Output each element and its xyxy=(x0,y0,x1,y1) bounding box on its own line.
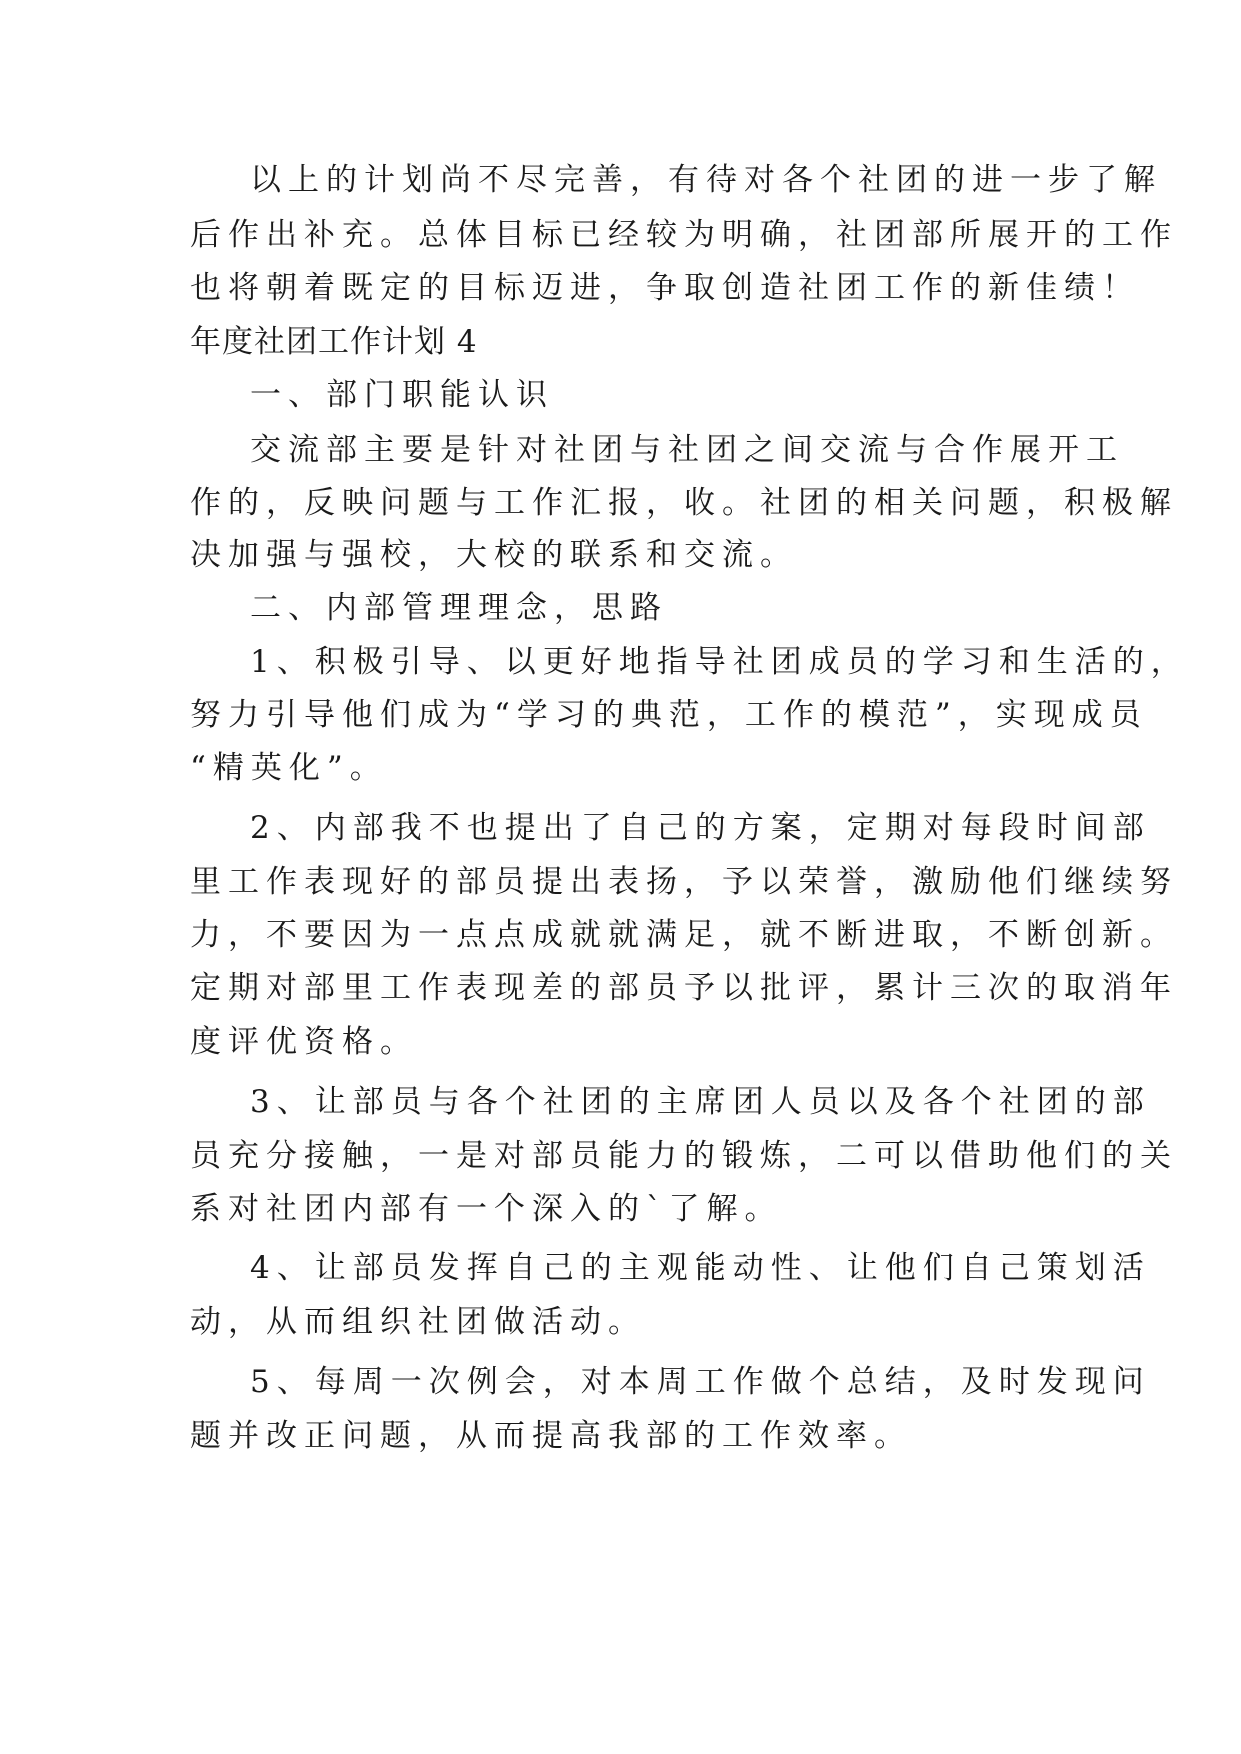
list-item-line: 里工作表现好的部员提出表扬，予以荣誉，激励他们继续努 xyxy=(190,864,1178,900)
list-item-line: 度评优资格。 xyxy=(190,1024,418,1060)
paragraph-line: 决加强与强校，大校的联系和交流。 xyxy=(190,537,798,573)
list-item-line: 题并改正问题，从而提高我部的工作效率。 xyxy=(190,1418,912,1454)
list-item-line: 5、每周一次例会，对本周工作做个总结，及时发现问 xyxy=(250,1364,1151,1400)
paragraph-line: 作的，反映问题与工作汇报，收。社团的相关问题，积极解 xyxy=(190,485,1178,521)
list-item-line: 努力引导他们成为“学习的典范，工作的模范”，实现成员 xyxy=(190,697,1148,733)
list-item-line: 动，从而组织社团做活动。 xyxy=(190,1304,646,1340)
subsection-heading: 一、部门职能认识 xyxy=(250,377,554,413)
list-item-line: 力，不要因为一点点成就就满足，就不断进取，不断创新。 xyxy=(190,917,1178,953)
paragraph-line: 以上的计划尚不尽完善，有待对各个社团的进一步了解 xyxy=(250,162,1162,198)
list-item-line: “精英化”。 xyxy=(190,750,388,786)
paragraph-line: 后作出补充。总体目标已经较为明确，社团部所展开的工作 xyxy=(190,217,1178,253)
list-item-line: 定期对部里工作表现差的部员予以批评，累计三次的取消年 xyxy=(190,970,1178,1006)
list-item-line: 员充分接触，一是对部员能力的锻炼，二可以借助他们的关 xyxy=(190,1138,1178,1174)
list-item-line: 4、让部员发挥自己的主观能动性、让他们自己策划活 xyxy=(250,1250,1151,1286)
paragraph-line: 交流部主要是针对社团与社团之间交流与合作展开工 xyxy=(250,432,1124,468)
paragraph-line: 也将朝着既定的目标迈进，争取创造社团工作的新佳绩！ xyxy=(190,270,1140,306)
list-item-line: 1、积极引导、以更好地指导社团成员的学习和生活的， xyxy=(250,644,1189,680)
section-title: 年度社团工作计划 4 xyxy=(190,324,478,360)
list-item-line: 2、内部我不也提出了自己的方案，定期对每段时间部 xyxy=(250,810,1151,846)
list-item-line: 3、让部员与各个社团的主席团人员以及各个社团的部 xyxy=(250,1084,1151,1120)
list-item-line: 系对社团内部有一个深入的`了解。 xyxy=(190,1191,783,1227)
subsection-heading: 二、内部管理理念，思路 xyxy=(250,590,668,626)
